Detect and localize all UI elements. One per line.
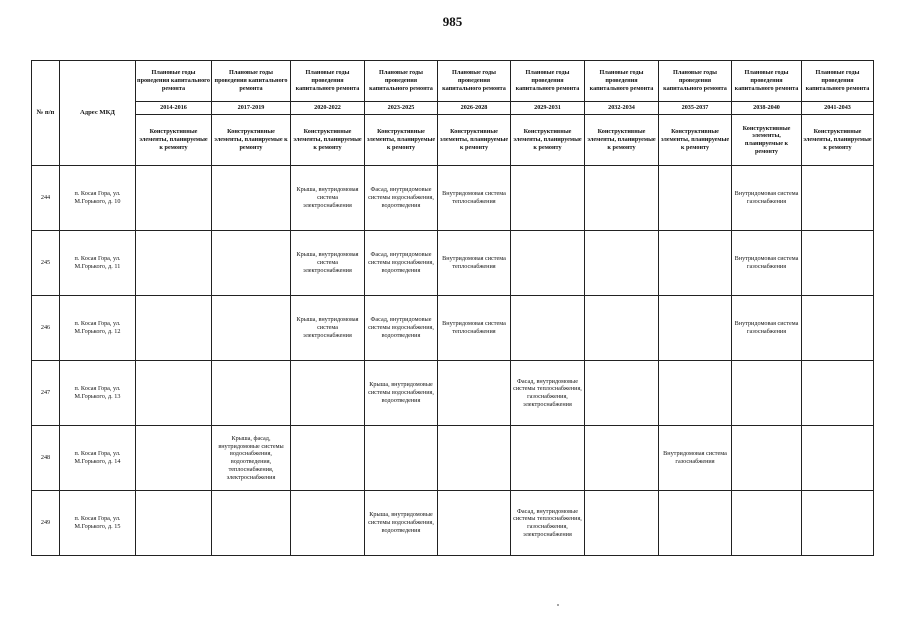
address-cell: п. Косая Гора, ул. М.Горького, д. 13 — [60, 361, 136, 426]
table-body — [32, 166, 874, 556]
repair-elements-cell — [659, 231, 732, 296]
row-number: 244 — [32, 166, 60, 231]
repair-elements-cell — [585, 426, 659, 491]
repair-elements-cell — [732, 491, 802, 556]
repair-elements-cell: Фасад, внутридомовые системы водоснабжения, водоотведения — [365, 166, 438, 231]
year-range: 2017-2019 — [212, 102, 291, 115]
period-header: Плановые годы проведения капитального ремонта — [212, 61, 291, 102]
repair-elements-cell: Крыша, внутридомовые системы водоснабжения, водоотведения — [365, 361, 438, 426]
period-header: Плановые годы проведения капитального ремонта — [365, 61, 438, 102]
repair-elements-cell — [802, 231, 874, 296]
elements-header: Конструктивные элементы, планируемые к ремонту — [365, 115, 438, 166]
repair-elements-cell — [136, 426, 212, 491]
repair-elements-cell: Фасад, внутридомовые системы водоснабжения, водоотведения — [365, 296, 438, 361]
period-header: Плановые годы проведения капитального ремонта — [732, 61, 802, 102]
address-cell: п. Косая Гора, ул. М.Горького, д. 15 — [60, 491, 136, 556]
row-number: 246 — [32, 296, 60, 361]
elements-header: Конструктивные элементы, планируемые к ремонту — [291, 115, 365, 166]
repair-elements-cell — [365, 426, 438, 491]
repair-elements-cell: Внутридомовая система газоснабжения — [732, 166, 802, 231]
year-range: 2035-2037 — [659, 102, 732, 115]
repair-elements-cell — [802, 361, 874, 426]
repair-elements-cell — [212, 296, 291, 361]
repair-elements-cell — [732, 361, 802, 426]
repair-elements-cell — [732, 426, 802, 491]
row-number: 249 — [32, 491, 60, 556]
year-range: 2020-2022 — [291, 102, 365, 115]
repair-elements-cell — [585, 166, 659, 231]
period-header: Плановые годы проведения капитального ремонта — [438, 61, 511, 102]
row-number: 248 — [32, 426, 60, 491]
repair-elements-cell: Крыша, внутридомовая система электроснабжения — [291, 166, 365, 231]
year-range: 2032-2034 — [585, 102, 659, 115]
period-header: Плановые годы проведения капитального ремонта — [802, 61, 874, 102]
repair-elements-cell: Внутридомовая система теплоснабжения — [438, 296, 511, 361]
repair-elements-cell — [212, 166, 291, 231]
header-row-years — [32, 102, 874, 115]
repair-elements-cell — [802, 426, 874, 491]
year-range: 2041-2043 — [802, 102, 874, 115]
repair-elements-cell: Фасад, внутридомовые системы теплоснабжения, газоснабжения, электроснабжения — [511, 361, 585, 426]
repair-elements-cell — [291, 361, 365, 426]
repair-elements-cell — [438, 491, 511, 556]
repair-elements-cell — [585, 361, 659, 426]
table-row — [32, 426, 874, 491]
repair-elements-cell — [291, 426, 365, 491]
repair-elements-cell — [136, 491, 212, 556]
year-range: 2038-2040 — [732, 102, 802, 115]
scan-speck — [557, 604, 559, 606]
elements-header: Конструктивные элементы, планируемые к ремонту — [659, 115, 732, 166]
repair-elements-cell — [659, 296, 732, 361]
repair-elements-cell — [136, 361, 212, 426]
repair-elements-cell — [659, 361, 732, 426]
repair-elements-cell — [511, 231, 585, 296]
address-cell: п. Косая Гора, ул. М.Горького, д. 12 — [60, 296, 136, 361]
repair-elements-cell — [585, 296, 659, 361]
repair-elements-cell: Крыша, внутридомовая система электроснабжения — [291, 296, 365, 361]
repair-elements-cell — [511, 296, 585, 361]
repair-elements-cell — [136, 231, 212, 296]
table-row — [32, 491, 874, 556]
table-row — [32, 166, 874, 231]
row-number: 247 — [32, 361, 60, 426]
year-range: 2023-2025 — [365, 102, 438, 115]
elements-header: Конструктивные элементы, планируемые к ремонту — [136, 115, 212, 166]
year-range: 2026-2028 — [438, 102, 511, 115]
elements-header: Конструктивные элементы, планируемые к ремонту — [438, 115, 511, 166]
repair-elements-cell — [511, 426, 585, 491]
num-header: № п/п — [32, 61, 60, 166]
repair-elements-cell: Внутридомовая система газоснабжения — [732, 231, 802, 296]
period-header: Плановые годы проведения капитального ремонта — [585, 61, 659, 102]
repair-elements-cell: Фасад, внутридомовые системы теплоснабжения, газоснабжения, электроснабжения — [511, 491, 585, 556]
header-row-periods — [32, 61, 874, 102]
elements-header: Конструктивные элементы, планируемые к ремонту — [585, 115, 659, 166]
elements-header: Конструктивные элементы, планируемые к ремонту — [511, 115, 585, 166]
period-header: Плановые годы проведения капитального ремонта — [659, 61, 732, 102]
repair-elements-cell — [212, 231, 291, 296]
repair-elements-cell — [438, 426, 511, 491]
repair-elements-cell — [585, 491, 659, 556]
header-row-elements — [32, 115, 874, 166]
elements-header: Конструктивные элементы, планируемые к ремонту — [732, 115, 802, 166]
elements-header: Конструктивные элементы, планируемые к ремонту — [802, 115, 874, 166]
repair-elements-cell — [659, 491, 732, 556]
year-range: 2014-2016 — [136, 102, 212, 115]
repair-elements-cell — [136, 166, 212, 231]
repair-elements-cell — [659, 166, 732, 231]
repair-elements-cell — [212, 491, 291, 556]
repair-elements-cell: Крыша, фасад, внутридомовые системы водоснабжения, водоотведения, теплоснабжения, электроснабжения — [212, 426, 291, 491]
repair-elements-cell: Крыша, внутридомовая система электроснабжения — [291, 231, 365, 296]
period-header: Плановые годы проведения капитального ремонта — [511, 61, 585, 102]
repair-elements-cell — [438, 361, 511, 426]
repair-elements-cell — [136, 296, 212, 361]
repair-elements-cell: Внутридомовая система теплоснабжения — [438, 231, 511, 296]
repair-elements-cell — [511, 166, 585, 231]
address-cell: п. Косая Гора, ул. М.Горького, д. 11 — [60, 231, 136, 296]
repair-elements-cell: Внутридомовая система теплоснабжения — [438, 166, 511, 231]
address-cell: п. Косая Гора, ул. М.Горького, д. 10 — [60, 166, 136, 231]
table-row — [32, 231, 874, 296]
repair-elements-cell: Крыша, внутридомовые системы водоснабжения, водоотведения — [365, 491, 438, 556]
repair-elements-cell — [291, 491, 365, 556]
page-number: 985 — [442, 14, 463, 29]
repair-elements-cell — [802, 296, 874, 361]
period-header: Плановые годы проведения капитального ремонта — [136, 61, 212, 102]
elements-header: Конструктивные элементы, планируемые к ремонту — [212, 115, 291, 166]
capital-repair-table — [31, 60, 874, 556]
repair-elements-cell: Фасад, внутридомовые системы водоснабжения, водоотведения — [365, 231, 438, 296]
year-range: 2029-2031 — [511, 102, 585, 115]
repair-elements-cell — [585, 231, 659, 296]
repair-elements-cell — [802, 491, 874, 556]
table-row — [32, 361, 874, 426]
table-row — [32, 296, 874, 361]
repair-elements-cell: Внутридомовая система газоснабжения — [732, 296, 802, 361]
repair-elements-cell — [212, 361, 291, 426]
address-cell: п. Косая Гора, ул. М.Горького, д. 14 — [60, 426, 136, 491]
repair-elements-cell: Внутридомовая система газоснабжения — [659, 426, 732, 491]
period-header: Плановые годы проведения капитального ремонта — [291, 61, 365, 102]
repair-elements-cell — [802, 166, 874, 231]
address-header: Адрес МКД — [60, 61, 136, 166]
row-number: 245 — [32, 231, 60, 296]
